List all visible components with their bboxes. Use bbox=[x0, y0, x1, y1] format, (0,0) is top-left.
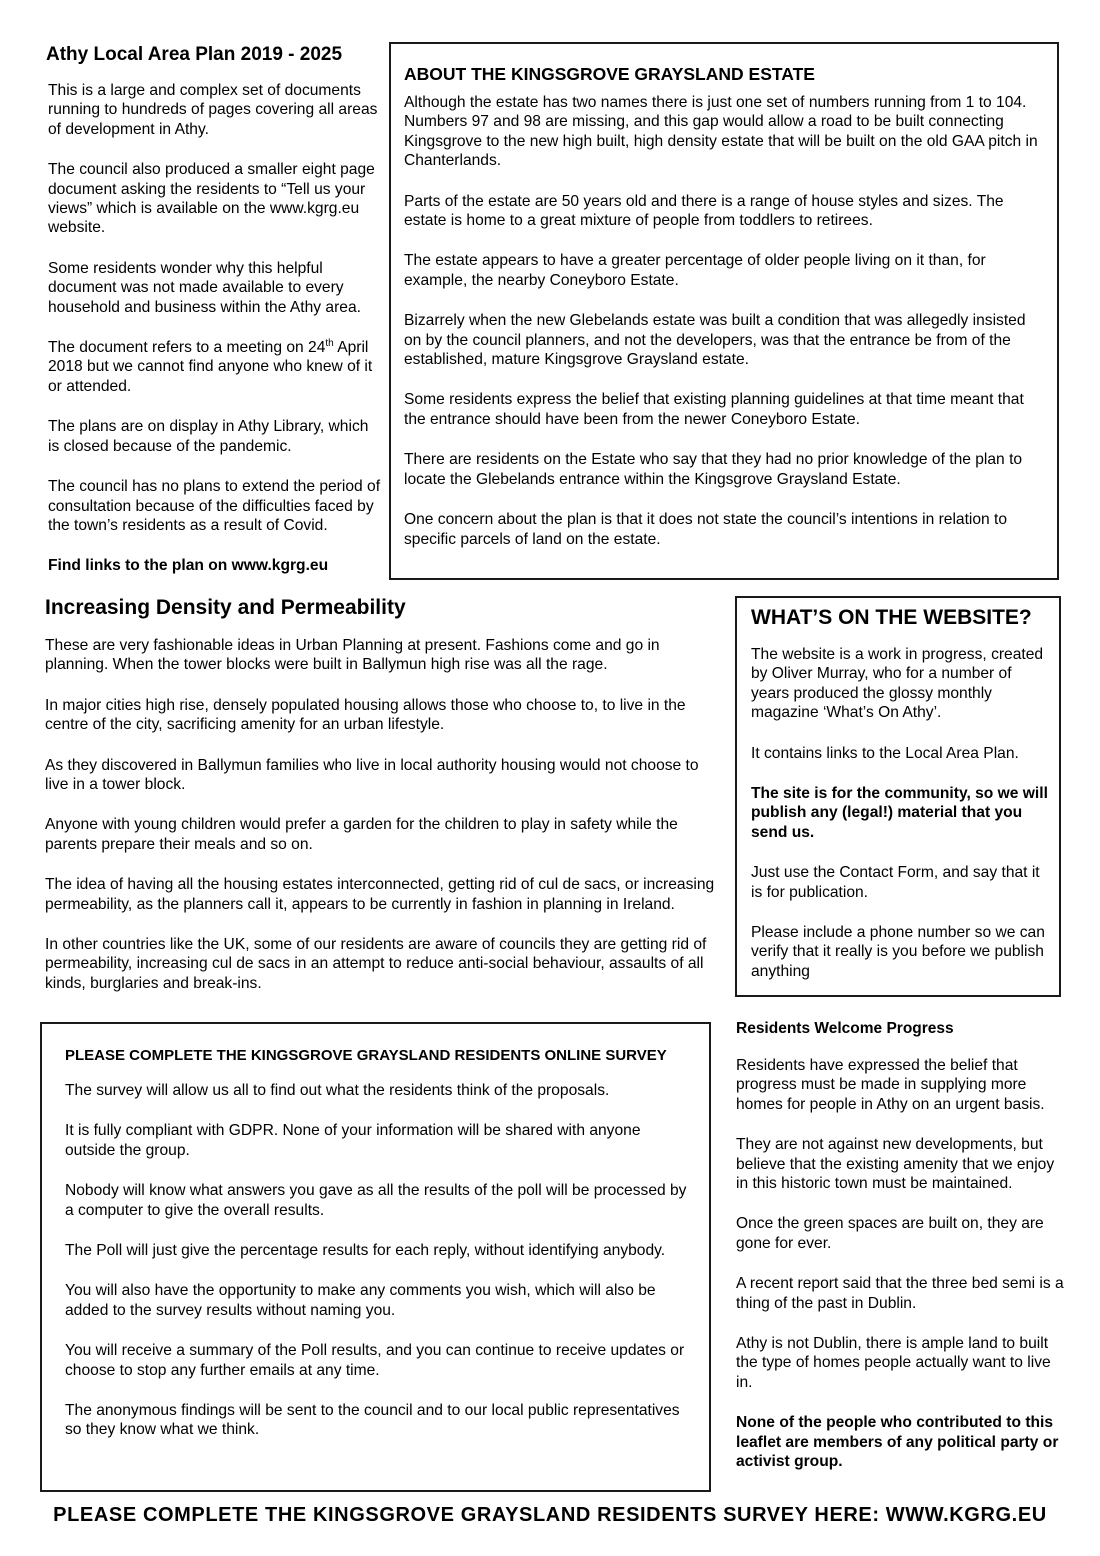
progress-paragraph: Once the green spaces are built on, they are gone for ever. bbox=[736, 1215, 1044, 1252]
website-paragraph: It contains links to the Local Area Plan. bbox=[751, 744, 1019, 762]
progress-paragraph: Residents have expressed the belief that progress must be made in supplying more homes for people in Athy on an urgent basis. bbox=[736, 1057, 1045, 1113]
athy-plan-paragraph: The council has no plans to extend the period of consultation because of the difficulties faced by the town’s residents as a result of Covid. bbox=[48, 478, 381, 534]
about-estate-paragraph: Bizarrely when the new Glebelands estate was built a condition that was allegedly insisted on by the council planners, and not the developers, was that the entrance be from of the established, mature Kingsgrove Graysland estate. bbox=[404, 312, 1026, 369]
website-community-note: The site is for the community, so we will publish any (legal!) material that you send us. bbox=[751, 785, 1048, 841]
density-paragraph: These are very fashionable ideas in Urban Planning at present. Fashions come and go in planning. When the tower blocks were built in Ballymun high rise was all the rage. bbox=[45, 637, 660, 674]
about-estate-paragraph: There are residents on the Estate who say that they had no prior knowledge of the plan to locate the Glebelands entrance within the Kingsgrove Graysland Estate. bbox=[404, 451, 1023, 488]
density-paragraph: Anyone with young children would prefer a garden for the children to play in safety while the parents prepare their meals and so on. bbox=[45, 816, 678, 853]
density-paragraph: The idea of having all the housing estates interconnected, getting rid of cul de sacs, or increasing permeability, as the planners call it, appears to be currently in fashion in planning in Ireland. bbox=[45, 876, 715, 913]
progress-section bbox=[736, 1019, 1066, 1472]
survey-body bbox=[65, 1081, 695, 1440]
meeting-text-end: April 2018 but we cannot find anyone who knew of it or attended. bbox=[48, 339, 373, 395]
survey-paragraph: The survey will allow us all to find out what the residents think of the proposals. bbox=[65, 1082, 610, 1099]
athy-plan-title: Athy Local Area Plan 2019 - 2025 bbox=[46, 44, 343, 65]
about-estate-box bbox=[389, 42, 1059, 580]
progress-disclaimer: None of the people who contributed to this leaflet are members of any political party or activist group. bbox=[736, 1414, 1059, 1471]
density-title: Increasing Density and Permeability bbox=[45, 596, 406, 619]
athy-plan-meeting-paragraph bbox=[48, 338, 381, 396]
progress-paragraph: Athy is not Dublin, there is ample land to built the type of homes people actually want to live in. bbox=[736, 1335, 1051, 1391]
athy-plan-paragraph: The council also produced a smaller eight page document asking the residents to “Tell us your views” which is available on the www.kgrg.eu website. bbox=[48, 161, 375, 237]
density-paragraph: In other countries like the UK, some of our residents are aware of councils they are getting rid of permeability, increasing cul de sacs in an attempt to reduce anti-social behaviour, assaults of all kinds, burglaries and break-ins. bbox=[45, 936, 707, 992]
survey-box bbox=[40, 1022, 711, 1492]
athy-plan-paragraph: This is a large and complex set of documents running to hundreds of pages covering all areas of development in Athy. bbox=[48, 82, 378, 138]
about-estate-paragraph: Although the estate has two names there is just one set of numbers running from 1 to 104. Numbers 97 and 98 are missing, and this gap would allow a road to be built connecting Kingsgrove to the new high built, high density estate that will be built on the old GAA pitch in Chanterlands. bbox=[404, 94, 1038, 170]
density-body bbox=[45, 636, 725, 993]
website-box bbox=[735, 596, 1061, 997]
athy-plan-paragraph: Some residents wonder why this helpful document was not made available to every household and business within the Athy area. bbox=[48, 259, 361, 316]
website-title: WHAT’S ON THE WEBSITE? bbox=[751, 606, 1032, 629]
website-paragraph: Please include a phone number so we can verify that it really is you before we publish anything bbox=[751, 924, 1045, 980]
meeting-date-suffix: th bbox=[325, 337, 334, 349]
athy-plan-section bbox=[46, 43, 381, 576]
density-paragraph: As they discovered in Ballymun families who live in local authority housing would not choose to live in a tower block. bbox=[45, 756, 699, 794]
progress-paragraph: A recent report said that the three bed semi is a thing of the past in Dublin. bbox=[736, 1275, 1064, 1312]
progress-title: Residents Welcome Progress bbox=[736, 1020, 954, 1037]
about-estate-paragraph: One concern about the plan is that it does not state the council’s intentions in relation to specific parcels of land on the estate. bbox=[404, 511, 1008, 548]
survey-paragraph: You will receive a summary of the Poll results, and you can continue to receive updates or choose to stop any further emails at any time. bbox=[65, 1342, 685, 1379]
progress-paragraph: They are not against new developments, but believe that the existing amenity that we enjoy in this historic town must be maintained. bbox=[736, 1136, 1055, 1193]
website-paragraph: Just use the Contact Form, and say that it is for publication. bbox=[751, 864, 1040, 901]
survey-paragraph: You will also have the opportunity to make any comments you wish, which will also be added to the survey results without naming you. bbox=[65, 1282, 656, 1319]
survey-paragraph: The Poll will just give the percentage results for each reply, without identifying anybody. bbox=[65, 1242, 666, 1260]
footer-survey-banner: PLEASE COMPLETE THE KINGSGROVE GRAYSLAND RESIDENTS SURVEY HERE: WWW.KGRG.EU bbox=[53, 1504, 1047, 1526]
about-estate-paragraph: The estate appears to have a greater percentage of older people living on it than, for example, the nearby Coneyboro Estate. bbox=[404, 252, 986, 289]
survey-title: PLEASE COMPLETE THE KINGSGROVE GRAYSLAND RESIDENTS ONLINE SURVEY bbox=[65, 1047, 667, 1064]
about-estate-paragraph: Some residents express the belief that existing planning guidelines at that time meant that the entrance should have been from the newer Coneyboro Estate. bbox=[404, 391, 1024, 428]
athy-plan-links-note: Find links to the plan on www.kgrg.eu bbox=[48, 557, 329, 575]
website-paragraph: The website is a work in progress, created by Oliver Murray, who for a number of years produced the glossy monthly magazine ‘What’s On Athy’. bbox=[751, 646, 1044, 722]
density-paragraph: In major cities high rise, densely populated housing allows those who choose to, to live in the centre of the city, sacrificing amenity for an urban lifestyle. bbox=[45, 696, 686, 734]
about-estate-paragraph: Parts of the estate are 50 years old and there is a range of house styles and sizes. The estate is home to a great mixture of people from toddlers to retirees. bbox=[404, 192, 1004, 230]
density-section bbox=[45, 595, 725, 993]
survey-paragraph: The anonymous findings will be sent to the council and to our local public representatives so they know what we think. bbox=[65, 1402, 680, 1439]
athy-plan-paragraph: The plans are on display in Athy Library, which is closed because of the pandemic. bbox=[48, 418, 369, 455]
meeting-text-start: The document refers to a meeting on 24 bbox=[48, 339, 326, 357]
survey-paragraph: Nobody will know what answers you gave as all the results of the poll will be processed by a computer to give the overall results. bbox=[65, 1182, 687, 1219]
survey-paragraph: It is fully compliant with GDPR. None of your information will be shared with anyone outside the group. bbox=[65, 1122, 641, 1159]
about-estate-title: ABOUT THE KINGSGROVE GRAYSLAND ESTATE bbox=[404, 64, 815, 84]
about-estate-body bbox=[404, 93, 1045, 549]
